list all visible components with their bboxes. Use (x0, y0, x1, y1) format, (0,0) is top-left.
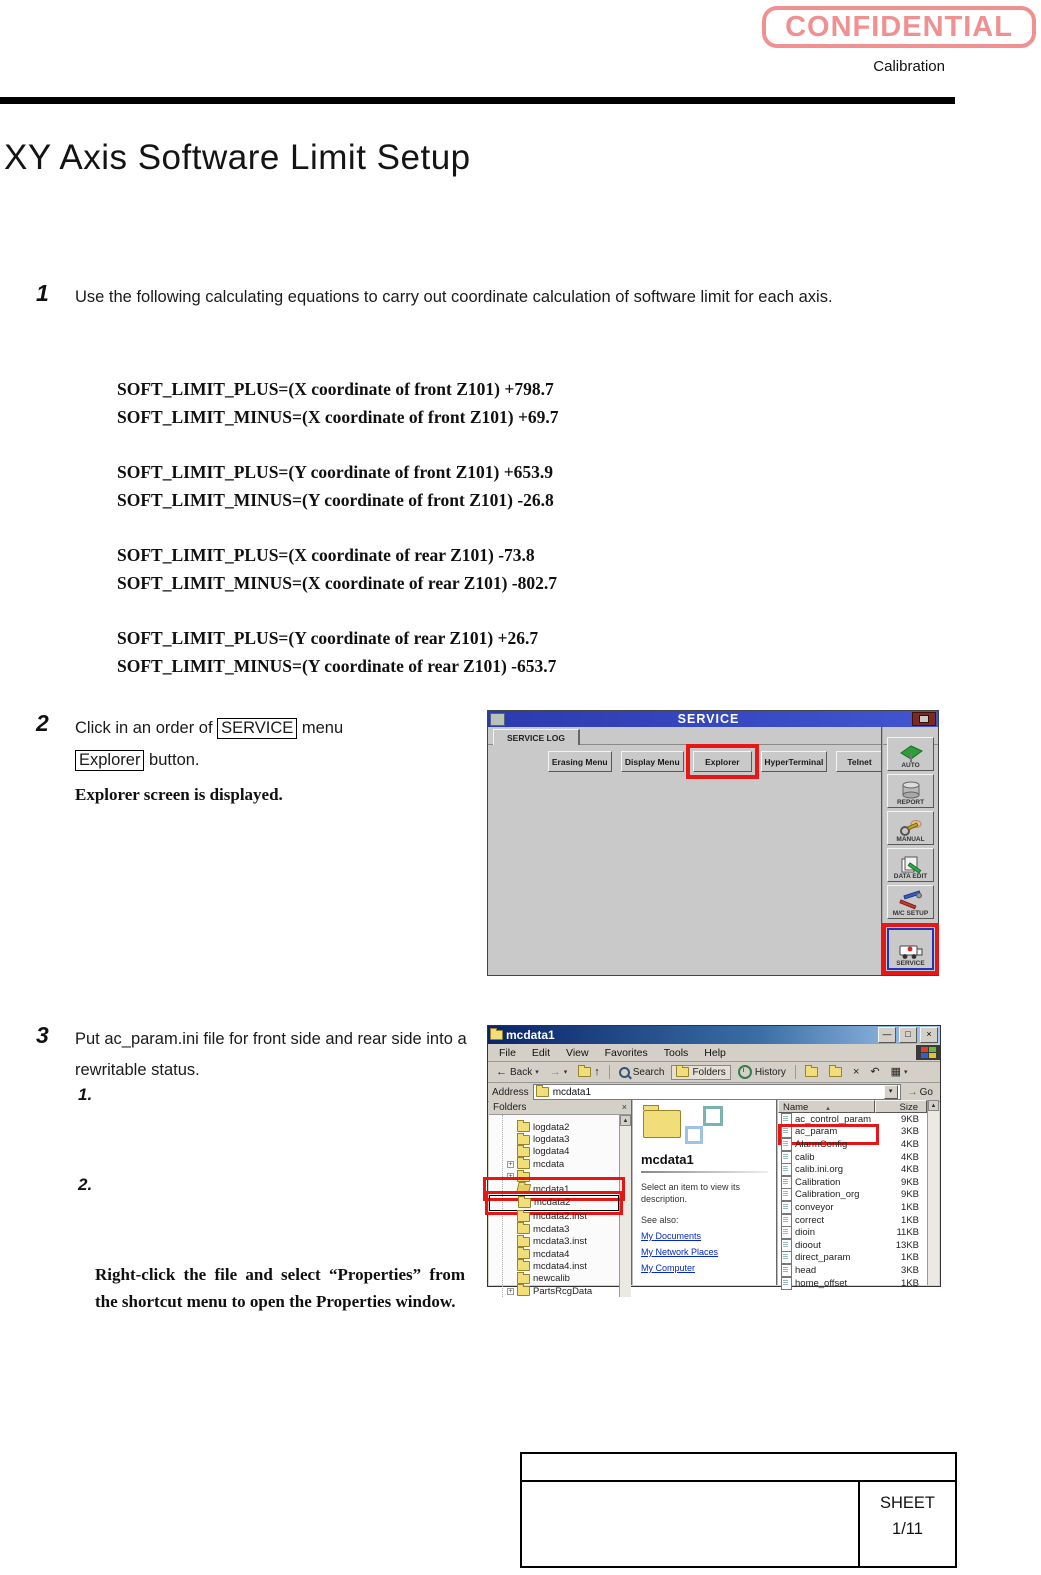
menu-item[interactable]: Edit (531, 1046, 551, 1059)
copy-to-icon (829, 1067, 842, 1077)
file-icon (781, 1188, 792, 1201)
sheet-number: 1/11 (892, 1520, 923, 1538)
file-icon (781, 1214, 792, 1227)
file-size: 1KB (901, 1277, 919, 1289)
webview-rule (641, 1171, 768, 1173)
file-size: 9KB (901, 1176, 919, 1188)
file-list (778, 1100, 927, 1289)
step1-number: 1 (36, 280, 49, 306)
tree-expander-icon[interactable]: + (508, 1173, 513, 1181)
sidebar-tile-label: MANUAL (896, 836, 925, 843)
close-button[interactable] (920, 1027, 938, 1043)
file-name: calib (795, 1151, 815, 1163)
folders-scrollbar[interactable] (619, 1115, 631, 1297)
footer-left-cell (522, 1482, 860, 1566)
file-row[interactable] (778, 1126, 927, 1139)
folder-artwork (641, 1106, 768, 1150)
tree-item[interactable] (489, 1211, 619, 1223)
move-to-button[interactable] (801, 1066, 822, 1078)
folders-button[interactable] (671, 1065, 730, 1080)
go-label: Go (919, 1086, 933, 1098)
close-icon: × (926, 1029, 932, 1039)
folder-icon (517, 1122, 530, 1132)
sidebar-tile-data-edit[interactable] (887, 848, 934, 882)
menu-item[interactable]: Tools (663, 1046, 689, 1059)
chevron-down-icon: ▾ (888, 1088, 893, 1095)
service-menu-button[interactable]: Display Menu (621, 751, 685, 772)
file-row[interactable] (778, 1163, 927, 1176)
tree-expander-icon[interactable] (507, 1148, 514, 1155)
service-menu-button[interactable]: Erasing Menu (548, 751, 612, 772)
file-size: 3KB (901, 1126, 919, 1138)
tree-item-label: mcdata3.inst (533, 1236, 587, 1248)
back-label: Back (510, 1066, 533, 1078)
delete-icon: × (852, 1065, 860, 1078)
toolbar-separator (609, 1065, 610, 1079)
tree-item-label: mcdata4 (533, 1248, 570, 1260)
equation-group (117, 624, 559, 680)
file-icon (781, 1125, 792, 1138)
tree-item[interactable] (489, 1285, 619, 1297)
tree-item-label: mcdata3 (533, 1223, 570, 1235)
file-size: 4KB (901, 1164, 919, 1176)
section-label: Calibration (873, 58, 945, 75)
address-value: mcdata1 (552, 1086, 592, 1098)
sidebar-tile-label: AUTO (901, 762, 920, 769)
tree-expander-icon[interactable]: + (508, 1160, 513, 1168)
file-row[interactable] (778, 1264, 927, 1277)
explorer-window-title: mcdata1 (506, 1028, 555, 1042)
tree-expander-icon[interactable] (507, 1124, 514, 1131)
confidential-stamp: CONFIDENTIAL (762, 6, 1036, 48)
sort-ascending-icon: ▲ (824, 1106, 831, 1112)
close-icon (919, 715, 929, 723)
link-my-documents[interactable]: My Documents (641, 1231, 702, 1241)
service-menu-button[interactable]: HyperTerminal (761, 751, 827, 772)
sidebar-tile-label: SERVICE (896, 960, 925, 967)
file-name: Calibration (795, 1176, 841, 1188)
sheet-label: SHEET (879, 1494, 935, 1512)
file-row[interactable] (778, 1277, 927, 1290)
large-folder-icon (643, 1110, 681, 1138)
go-arrow-icon: → (907, 1086, 918, 1098)
tree-item[interactable] (489, 1236, 619, 1248)
link-my-network-places[interactable]: My Network Places (641, 1247, 719, 1257)
ambulance-icon (898, 941, 924, 961)
file-name: ac_control_param (795, 1113, 872, 1125)
file-size: 11KB (896, 1227, 919, 1239)
views-dropdown-icon: ▾ (904, 1069, 908, 1076)
file-icon (781, 1277, 792, 1290)
webview-heading: mcdata1 (641, 1152, 694, 1167)
footer-top-row (522, 1454, 955, 1482)
sidebar-tile-label: REPORT (896, 799, 925, 806)
sidebar-tile-mc-setup[interactable] (887, 885, 934, 919)
folder-icon (517, 1237, 530, 1247)
service-sidebar (881, 727, 938, 975)
auto-icon (898, 744, 924, 763)
header-rule (0, 97, 955, 104)
file-size: 1KB (901, 1252, 919, 1264)
folders-pane-close-button[interactable]: × (621, 1102, 627, 1112)
windows-logo-icon (916, 1045, 940, 1060)
scroll-up-icon[interactable]: ▲ (928, 1100, 939, 1111)
step2-text (75, 712, 475, 776)
step3-number: 3 (36, 1022, 49, 1048)
folder-icon (517, 1172, 530, 1182)
tree-item[interactable] (489, 1260, 619, 1272)
tree-item-label: mcdata (533, 1158, 565, 1170)
menu-item[interactable]: View (566, 1046, 589, 1059)
file-icon (781, 1151, 792, 1164)
file-row[interactable] (778, 1151, 927, 1164)
file-row[interactable] (778, 1214, 927, 1227)
tree-item-label: logdata3 (533, 1134, 570, 1146)
menu-item[interactable]: Favorites (604, 1046, 648, 1059)
equation-group (117, 375, 559, 431)
scroll-up-icon[interactable]: ▲ (620, 1115, 631, 1126)
up-button[interactable] (574, 1066, 604, 1079)
close-button[interactable] (912, 712, 936, 726)
back-icon: ← (496, 1065, 507, 1078)
folder-icon (517, 1274, 530, 1284)
maximize-button[interactable] (899, 1027, 917, 1043)
views-icon: ▦ (890, 1065, 901, 1078)
file-name: dioin (795, 1227, 816, 1239)
equation-line: SOFT_LIMIT_MINUS=(X coordinate of front Z101) +69.7 (117, 407, 559, 427)
equation-line: SOFT_LIMIT_MINUS=(Y coordinate of rear Z101) -653.7 (117, 656, 557, 676)
file-icon (781, 1226, 792, 1239)
folders-pane-header (489, 1100, 631, 1115)
file-row[interactable] (778, 1226, 927, 1239)
tree-expander-icon[interactable] (507, 1213, 514, 1220)
minimize-button[interactable] (878, 1027, 896, 1043)
file-icon (781, 1239, 792, 1252)
tree-expander-icon[interactable] (507, 1226, 514, 1233)
folders-pane (489, 1100, 633, 1297)
file-icon (781, 1251, 792, 1264)
service-window-title: SERVICE (677, 712, 740, 726)
equations-block (117, 375, 559, 707)
file-icon (781, 1163, 792, 1176)
page-title: XY Axis Software Limit Setup (4, 138, 471, 177)
file-size: 13KB (895, 1239, 919, 1251)
tree-item-label: logdata2 (533, 1121, 570, 1133)
step1-text: Use the following calculating equations to carry out coordinate calculation of software limit for each axis. (75, 288, 833, 306)
folder-tree (489, 1115, 619, 1297)
copy-to-button[interactable] (825, 1066, 846, 1078)
tree-expander-icon[interactable] (507, 1263, 514, 1270)
file-row[interactable] (778, 1252, 927, 1265)
file-list-pane (778, 1100, 939, 1289)
explorer-body (489, 1100, 939, 1297)
file-icon (781, 1176, 792, 1189)
search-button[interactable] (615, 1066, 669, 1079)
folder-icon (517, 1224, 530, 1234)
folder-icon (517, 1135, 530, 1145)
address-input[interactable] (533, 1084, 901, 1100)
file-name: ac_param (795, 1126, 838, 1138)
tree-item[interactable] (489, 1146, 619, 1158)
search-label: Search (632, 1066, 665, 1078)
tree-item[interactable] (489, 1195, 619, 1210)
tree-expander-icon[interactable] (507, 1238, 514, 1245)
file-size: 9KB (901, 1189, 919, 1201)
tree-item-label: mcdata2 (534, 1197, 571, 1209)
file-name: Calibration_org (795, 1189, 860, 1201)
search-icon (619, 1067, 630, 1078)
equation-group (117, 458, 559, 514)
file-name: head (795, 1264, 817, 1276)
tree-item[interactable] (489, 1158, 619, 1170)
history-label: History (754, 1066, 786, 1078)
report-icon (899, 781, 923, 800)
equation-group (117, 541, 559, 597)
folder-icon (518, 1198, 531, 1208)
explorer-menubar (488, 1044, 940, 1062)
equation-line: SOFT_LIMIT_MINUS=(Y coordinate of front Z101) -26.8 (117, 490, 554, 510)
undo-button[interactable] (866, 1066, 883, 1079)
undo-icon: ↶ (870, 1065, 880, 1078)
back-button[interactable] (492, 1066, 543, 1079)
decor-square-icon (703, 1106, 723, 1126)
file-name: calib.ini.org (795, 1164, 844, 1176)
data-edit-icon (899, 855, 923, 874)
history-icon (738, 1065, 752, 1079)
forward-dropdown-icon: ▾ (563, 1069, 568, 1076)
up-arrow-icon: ↑ (594, 1065, 600, 1078)
folder-icon (517, 1147, 530, 1157)
menu-item[interactable]: File (499, 1046, 516, 1059)
service-menu-buttons (548, 751, 883, 772)
file-row[interactable] (778, 1176, 927, 1189)
webview-pane (633, 1100, 778, 1285)
address-label: Address (492, 1086, 529, 1098)
toolbar-separator (795, 1065, 796, 1079)
system-menu-icon[interactable] (490, 713, 505, 726)
tree-item-label: mcdata1 (533, 1183, 570, 1195)
file-name: direct_param (795, 1252, 851, 1264)
views-button[interactable] (887, 1066, 912, 1079)
service-tab-strip (488, 727, 938, 745)
minimize-icon: — (882, 1029, 892, 1039)
equation-line: SOFT_LIMIT_PLUS=(Y coordinate of front Z101) +653.9 (117, 462, 554, 482)
file-size: 1KB (901, 1201, 919, 1213)
decor-square-icon (685, 1126, 703, 1144)
sidebar-tile-label: M/C SETUP (892, 910, 929, 917)
file-row[interactable] (778, 1138, 927, 1151)
folder-icon (517, 1159, 530, 1169)
file-icon (781, 1201, 792, 1214)
sidebar-tile-report[interactable] (887, 774, 934, 808)
back-dropdown-icon: ▾ (535, 1069, 539, 1076)
file-row[interactable] (778, 1201, 927, 1214)
forward-icon: → (549, 1065, 561, 1078)
file-list-header (778, 1100, 927, 1113)
explorer-window (487, 1025, 941, 1297)
tree-item-label: logdata4 (533, 1146, 570, 1158)
tree-expander-icon[interactable] (507, 1186, 514, 1193)
equation-line: SOFT_LIMIT_MINUS=(X coordinate of rear Z101) -802.7 (117, 573, 557, 593)
folders-pane-title: Folders (493, 1101, 527, 1113)
equation-line: SOFT_LIMIT_PLUS=(X coordinate of front Z101) +798.7 (117, 379, 554, 399)
file-name: AlarmConfig (795, 1138, 848, 1150)
tree-item-label: newcalib (533, 1273, 570, 1285)
explorer-toolbar (488, 1062, 940, 1083)
file-icon (781, 1264, 792, 1277)
history-button[interactable] (734, 1064, 790, 1080)
delete-button[interactable] (849, 1066, 863, 1079)
column-header-size[interactable]: Size (875, 1100, 927, 1113)
forward-button[interactable] (546, 1066, 572, 1079)
sidebar-tile-label: DATA EDIT (893, 873, 928, 880)
file-name: correct (795, 1214, 825, 1226)
tree-item[interactable] (489, 1121, 619, 1133)
file-name: conveyor (795, 1201, 834, 1213)
step2-text-prefix: Click in an order of (75, 719, 213, 737)
up-folder-icon (578, 1067, 591, 1077)
tree-item-label: mcdata4.inst (533, 1260, 587, 1272)
file-size: 4KB (901, 1138, 919, 1150)
tree-expander-icon[interactable] (508, 1199, 515, 1206)
maximize-icon: □ (905, 1029, 911, 1039)
sidebar-tile-auto[interactable] (887, 737, 934, 771)
step3-sub1: 1. (78, 1085, 93, 1104)
link-my-computer[interactable]: My Computer (641, 1263, 696, 1273)
tree-expander-icon[interactable] (507, 1251, 514, 1258)
file-size: 3KB (901, 1264, 919, 1276)
service-menu-button[interactable]: Telnet (836, 751, 883, 772)
manual-icon (899, 818, 923, 837)
tree-item[interactable] (489, 1248, 619, 1260)
sidebar-tile-manual[interactable] (887, 811, 934, 845)
step3-sub2: 2. (78, 1175, 93, 1194)
file-list-scrollbar[interactable] (927, 1100, 939, 1285)
folder-icon (517, 1249, 530, 1259)
folder-icon (517, 1261, 530, 1271)
step2-text-mid: menu (301, 719, 344, 737)
tree-expander-icon[interactable] (507, 1136, 514, 1143)
move-to-icon (805, 1067, 818, 1077)
file-row[interactable] (778, 1239, 927, 1252)
tree-item-label: mcdata2.inst (533, 1211, 587, 1223)
equation-line: SOFT_LIMIT_PLUS=(X coordinate of rear Z101) -73.8 (117, 545, 535, 565)
file-size: 1KB (901, 1214, 919, 1226)
service-titlebar[interactable] (488, 711, 938, 727)
folders-icon (676, 1067, 689, 1077)
go-button[interactable] (905, 1087, 936, 1098)
equation-line: SOFT_LIMIT_PLUS=(Y coordinate of rear Z101) +26.7 (117, 628, 539, 648)
webview-description: Select an item to view its description. (641, 1182, 741, 1204)
explorer-titlebar[interactable] (488, 1026, 940, 1044)
folder-icon (516, 1184, 531, 1194)
tree-item-label: PartsRcgData (533, 1285, 593, 1297)
folders-label: Folders (692, 1066, 726, 1078)
sidebar-tile-service[interactable] (887, 928, 934, 970)
file-name: home_offset (795, 1277, 848, 1289)
see-also-label: See also: (641, 1215, 679, 1225)
tab-service-log[interactable]: SERVICE LOG (493, 729, 580, 745)
tree-item[interactable] (489, 1133, 619, 1145)
tree-item[interactable] (489, 1171, 619, 1183)
folder-icon (517, 1286, 530, 1296)
file-size: 9KB (901, 1113, 919, 1125)
step2-number: 2 (36, 710, 49, 736)
address-dropdown-button[interactable] (884, 1085, 898, 1099)
file-icon (781, 1138, 792, 1151)
step3-note: Right-click the file and select “Properties” from the shortcut menu to open the Properties window. (95, 1265, 465, 1311)
tree-item[interactable] (489, 1273, 619, 1285)
file-row[interactable] (778, 1189, 927, 1202)
service-menu-button[interactable]: Explorer (693, 751, 752, 772)
tree-expander-icon[interactable]: + (508, 1287, 513, 1295)
step3-text: Put ac_param.ini file for front side and rear side into a rewritable status. (75, 1030, 467, 1079)
tree-item[interactable] (489, 1183, 619, 1195)
folder-icon (517, 1212, 530, 1222)
tools-icon (899, 892, 923, 911)
explorer-button-keyword: Explorer (75, 750, 144, 771)
menu-item[interactable]: Help (704, 1046, 726, 1059)
tree-item[interactable] (489, 1223, 619, 1235)
service-window (487, 710, 939, 976)
file-name: dioout (795, 1239, 821, 1251)
file-size: 4KB (901, 1151, 919, 1163)
address-folder-icon (536, 1087, 549, 1097)
tree-expander-icon[interactable] (507, 1275, 514, 1282)
explorer-app-icon (490, 1030, 503, 1040)
step2-text-suffix: button. (149, 751, 200, 769)
footer-table (520, 1452, 957, 1568)
service-menu-keyword: SERVICE (217, 718, 297, 739)
footer-sheet-cell (860, 1482, 955, 1566)
column-header-name[interactable]: Name ▲ (778, 1100, 875, 1113)
step2-note: Explorer screen is displayed. (75, 785, 283, 804)
